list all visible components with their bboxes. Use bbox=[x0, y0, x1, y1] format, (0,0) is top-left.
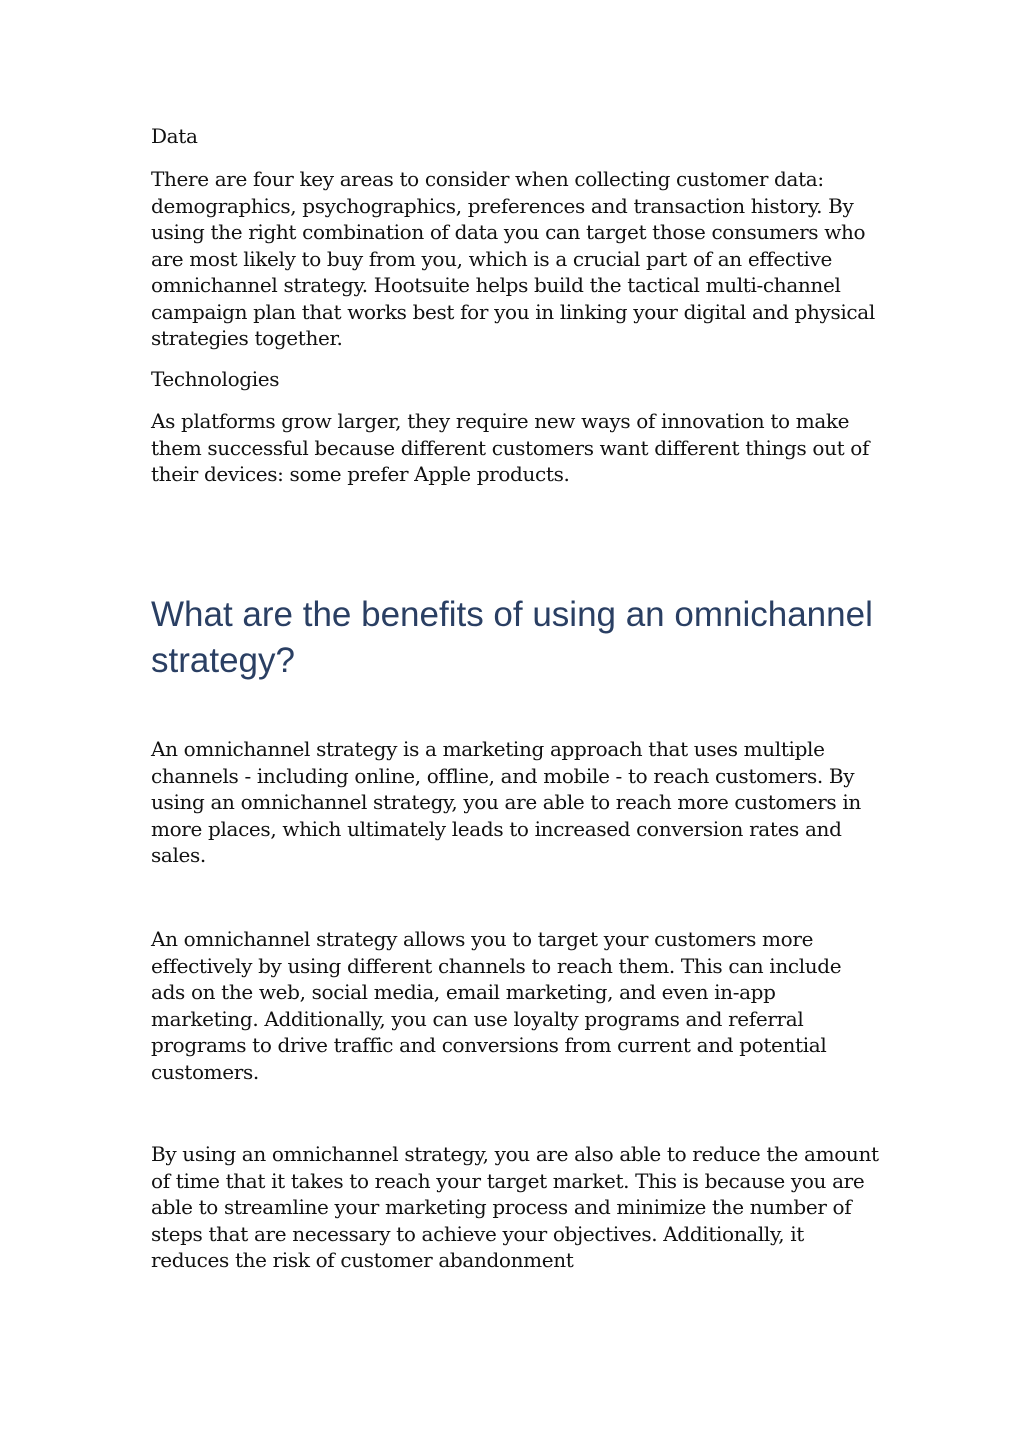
benefits-paragraph-1: An omnichannel strategy is a marketing approach that uses multiple channels - including online, offline, and mobile - to reach customers. By using an omnichannel strategy, you are able to reach more customers in more places, which ultimately leads to increased conversion rates and sales. bbox=[151, 737, 861, 867]
benefits-heading: What are the benefits of using an omnichannel strategy? bbox=[151, 595, 873, 680]
data-paragraph: There are four key areas to consider when collecting customer data: demographics, psychographics, preferences and transaction history. By using the right combination of data you can target those consumers who are most likely to buy from you, which is a crucial part of an effective omnichannel strategy. Hootsuite helps build the tactical multi-channel campaign plan that works best for you in linking your digital and physical strategies together. bbox=[151, 167, 875, 350]
benefits-paragraph-3: By using an omnichannel strategy, you are also able to reduce the amount of time that it takes to reach your target market. This is because you are able to streamline your marketing process and minimize the number of steps that are necessary to achieve your objectives. Additionally, it reduces the risk of customer abandonment bbox=[151, 1142, 879, 1272]
data-subheading: Data bbox=[151, 124, 198, 148]
benefits-paragraph-2: An omnichannel strategy allows you to target your customers more effectively by using different channels to reach them. This can include ads on the web, social media, email marketing, and even in-app marketing. Additionally, you can use loyalty programs and referral programs to drive traffic and conversions from current and potential customers. bbox=[151, 927, 842, 1084]
technologies-subheading: Technologies bbox=[151, 367, 280, 391]
technologies-paragraph: As platforms grow larger, they require new ways of innovation to make them successful because different customers want different things out of their devices: some prefer Apple products. bbox=[151, 409, 870, 486]
